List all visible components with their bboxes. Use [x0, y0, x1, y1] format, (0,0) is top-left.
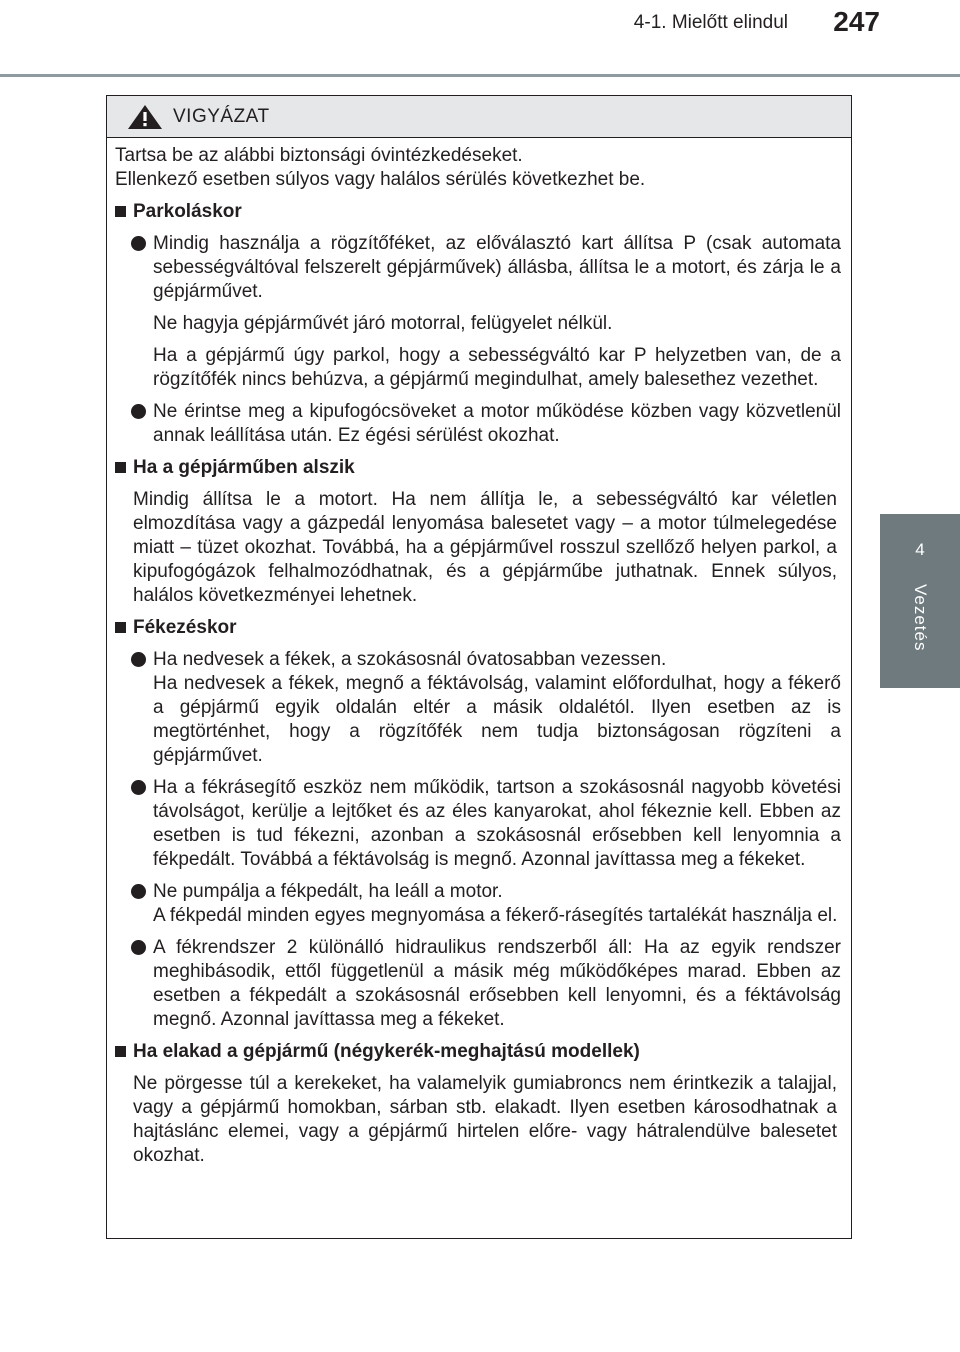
square-bullet-icon: [115, 206, 126, 217]
section-heading-text: Ha elakad a gépjármű (négykerék-meghajtású modellek): [133, 1041, 640, 1062]
section-heading-stuck: [115, 1040, 841, 1064]
section-text: [115, 1072, 841, 1168]
chapter-label: Vezetés: [911, 584, 930, 652]
circle-bullet-icon: [131, 940, 146, 955]
item-paragraph: A fékpedál minden egyes megnyomása a fékerő-rásegítés tartalékát használja el.: [153, 905, 838, 926]
warning-body: [107, 138, 851, 1168]
warning-intro: [115, 144, 841, 192]
square-bullet-icon: [115, 462, 126, 473]
list-item: [115, 880, 841, 928]
intro-line-1: Tartsa be az alábbi biztonsági óvintézkedéseket.: [115, 145, 523, 166]
item-paragraph: Mindig használja a rögzítőféket, az előválasztó kart állítsa P (csak automata sebességváltóval felszerelt gépjárművek) állásba, állítsa le a motort, és zárja le a gépjárművet.: [153, 233, 841, 302]
circle-bullet-icon: [131, 404, 146, 419]
list-item: [115, 936, 841, 1032]
section-heading-text: Parkoláskor: [133, 201, 242, 222]
section-title: 4-1. Mielőtt elindul: [633, 12, 788, 33]
header-divider: [0, 74, 960, 77]
warning-triangle-icon: [127, 104, 163, 135]
item-paragraph: Ha a fékrásegítő eszköz nem működik, tartson a szokásosnál nagyobb követési távolságot, kerülje a lejtőket és az éles kanyarokat, ahol fékeznie kell. Ebben az esetben is tud fékezni, azonban a szokásosnál erősebben kell lenyomnia a fékpedált. Továbbá a féktávolság is megnő. Azonnal javíttassa meg a fékeket.: [153, 777, 841, 870]
chapter-side-tab: [880, 514, 960, 688]
section-heading-text: Fékezéskor: [133, 617, 237, 638]
item-paragraph: A fékrendszer 2 különálló hidraulikus rendszerből áll: Ha az egyik rendszer meghibásodik, ettől függetlenül a másik még működőképes marad. Ebben az esetben a fékpedált a szokásosnál erősebben kell lenyomni, és a féktávolság megnő. Azonnal javíttassa meg a fékeket.: [153, 937, 841, 1030]
item-paragraph: Ne hagyja gépjárművét járó motorral, felügyelet nélkül.: [153, 313, 613, 334]
circle-bullet-icon: [131, 236, 146, 251]
item-paragraph: Ne pumpálja a fékpedált, ha leáll a motor.: [153, 881, 503, 902]
section-text: [115, 488, 841, 608]
circle-bullet-icon: [131, 780, 146, 795]
item-paragraph: Ha nedvesek a fékek, a szokásosnál óvatosabban vezessen.: [153, 649, 667, 670]
section-paragraph: Ne pörgesse túl a kerekeket, ha valamelyik gumiabroncs nem érintkezik a talajjal, vagy a gépjármű homokban, sárban stb. elakadt. Ilyen esetben károsodhatnak a hajtáslánc elemei, vagy a gépjármű hirtelen előre- vagy hátralendülve balesetet okozhat.: [133, 1073, 837, 1166]
section-paragraph: Mindig állítsa le a motort. Ha nem állítja le, a sebességváltó kar véletlen elmozdítása vagy a gázpedál lenyomása balesetet vagy – a motor túlmelegedése miatt – tüzet okozhat. Továbbá, ha a gépjárművel rosszul szellőző helyen parkol, a kipufogógázok felhalmozódhatnak, és a gépjárműbe juthatnak. Ennek súlyos, halálos következményei lehetnek.: [133, 489, 837, 606]
page-number: 247: [833, 6, 880, 37]
warning-header: [107, 96, 851, 138]
square-bullet-icon: [115, 622, 126, 633]
section-heading-text: Ha a gépjárműben alszik: [133, 457, 355, 478]
circle-bullet-icon: [131, 884, 146, 899]
intro-line-2: Ellenkező esetben súlyos vagy halálos sérülés következhet be.: [115, 169, 646, 190]
square-bullet-icon: [115, 1046, 126, 1057]
item-paragraph: Ha nedvesek a fékek, megnő a féktávolság, valamint előfordulhat, hogy a fékerő a gépjármű egyik oldalán eltér a másik oldalétól. Ilyen esetben az is megtörténhet, hogy a rögzítőfék nem tudja biztonságosan rögzíteni a gépjárművet.: [153, 673, 841, 766]
circle-bullet-icon: [131, 652, 146, 667]
warning-title: VIGYÁZAT: [173, 106, 270, 127]
list-item: [115, 648, 841, 768]
warning-box: [106, 95, 852, 1239]
list-item: [115, 776, 841, 872]
item-paragraph: Ne érintse meg a kipufogócsöveket a motor működése közben vagy közvetlenül annak leállítása után. Ez égési sérülést okozhat.: [153, 401, 841, 446]
chapter-number: 4: [915, 540, 925, 559]
section-heading-braking: [115, 616, 841, 640]
section-heading-sleeping: [115, 456, 841, 480]
list-item: [115, 232, 841, 392]
section-heading-parking: [115, 200, 841, 224]
item-paragraph: Ha a gépjármű úgy parkol, hogy a sebességváltó kar P helyzetben van, de a rögzítőfék nincs behúzva, a gépjármű megindulhat, amely balesethez vezethet.: [153, 345, 841, 390]
list-item: [115, 400, 841, 448]
